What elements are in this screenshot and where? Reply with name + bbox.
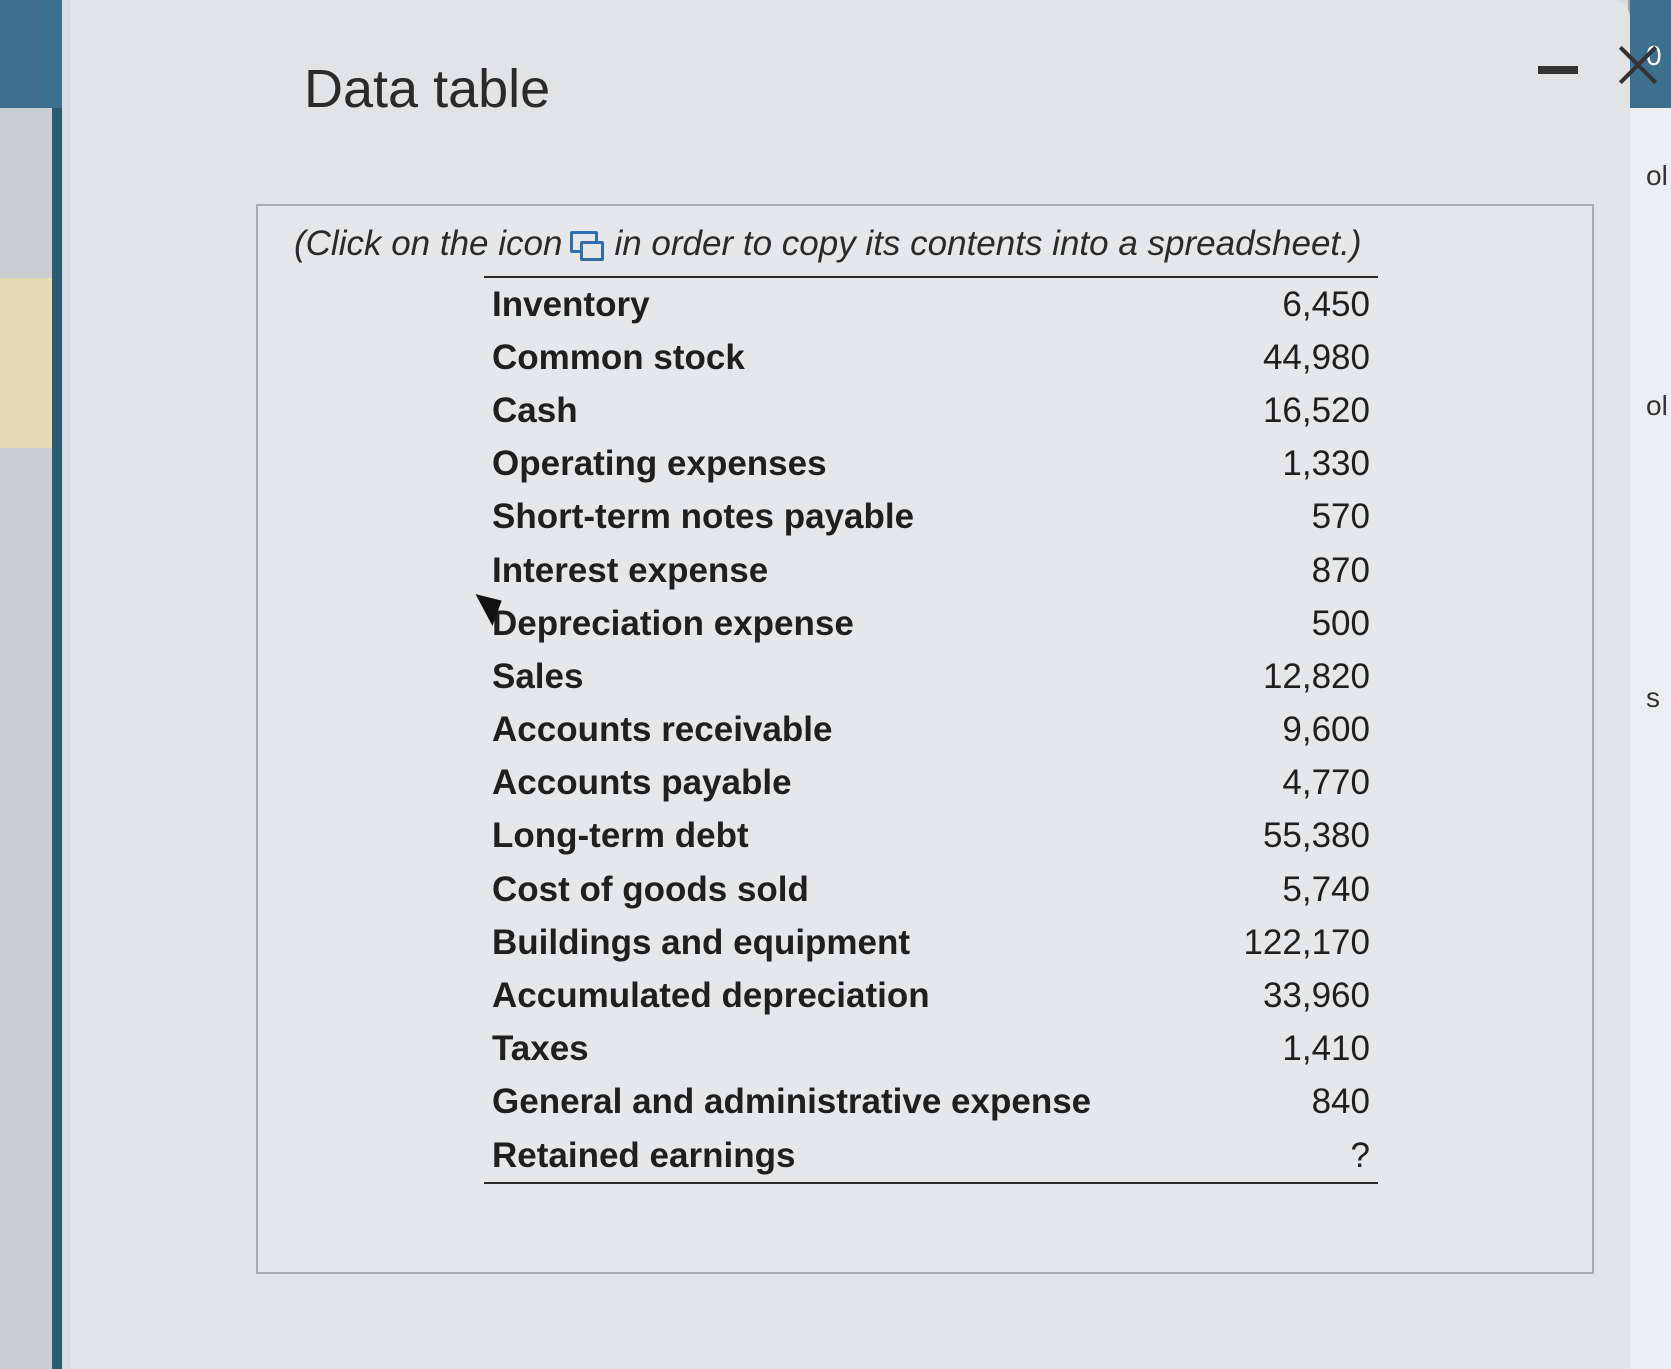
row-value: 840 (1311, 1082, 1370, 1122)
row-value: 5,740 (1282, 869, 1370, 909)
row-label: Short-term notes payable (492, 497, 915, 537)
row-value: 4,770 (1282, 763, 1370, 803)
row-label: General and administrative expense (492, 1082, 1092, 1122)
background-highlight-block (0, 278, 52, 448)
table-row (484, 331, 1378, 384)
copy-instruction (294, 224, 1362, 264)
row-label: Accumulated depreciation (492, 976, 930, 1016)
instruction-prefix: (Click on the icon (294, 224, 563, 263)
row-value: ? (1350, 1135, 1370, 1175)
row-value: 1,330 (1282, 444, 1370, 484)
background-header-bar (0, 0, 62, 108)
background-peek-text: ol (1646, 390, 1668, 421)
table-row (484, 863, 1378, 916)
background-peek-text: 0 (1646, 40, 1662, 71)
table-row (484, 384, 1378, 437)
close-button[interactable] (1616, 42, 1660, 86)
row-value: 1,410 (1282, 1029, 1370, 1069)
minimize-button[interactable] (1538, 54, 1578, 84)
table-row (484, 1129, 1378, 1183)
table-row (484, 810, 1378, 863)
table-row (484, 916, 1378, 969)
minimize-icon (1538, 66, 1578, 74)
copy-to-spreadsheet-icon[interactable] (570, 231, 604, 259)
row-label: Interest expense (492, 550, 769, 590)
background-edge (52, 108, 62, 1369)
table-row (484, 757, 1378, 810)
dialog-title: Data table (304, 59, 551, 119)
table-row (484, 1023, 1378, 1076)
row-label: Sales (492, 656, 584, 696)
row-value: 870 (1311, 550, 1370, 590)
table-row (484, 650, 1378, 703)
row-label: Operating expenses (492, 444, 827, 484)
row-label: Accounts receivable (492, 710, 833, 750)
row-value: 570 (1311, 497, 1370, 537)
row-value: 6,450 (1282, 284, 1370, 324)
instruction-suffix: in order to copy its contents into a spreadsheet.) (614, 224, 1362, 263)
row-value: 16,520 (1262, 390, 1370, 430)
row-label: Cost of goods sold (492, 869, 809, 909)
table-row (484, 969, 1378, 1022)
table-row (484, 544, 1378, 597)
row-label: Retained earnings (492, 1135, 796, 1175)
data-panel (256, 204, 1594, 1274)
background-peek-text: ol (1646, 160, 1668, 191)
row-value: 500 (1311, 603, 1370, 643)
row-label: Cash (492, 390, 578, 430)
data-table-dialog (70, 0, 1630, 1369)
row-label: Inventory (492, 284, 650, 324)
table-row (484, 704, 1378, 757)
table-body (484, 277, 1378, 1183)
row-label: Depreciation expense (492, 603, 854, 643)
row-label: Buildings and equipment (492, 922, 911, 962)
copy-icon-front (580, 241, 604, 261)
row-label: Accounts payable (492, 763, 792, 803)
table-row (484, 438, 1378, 491)
row-value: 55,380 (1262, 816, 1370, 856)
table-row (484, 1076, 1378, 1129)
table-row (484, 597, 1378, 650)
table-row (484, 277, 1378, 331)
row-label: Long-term debt (492, 816, 749, 856)
background-left-panel (0, 0, 62, 1369)
table-row (484, 491, 1378, 544)
row-value: 9,600 (1282, 710, 1370, 750)
background-right-panel (1628, 0, 1671, 1369)
row-label: Taxes (492, 1029, 589, 1069)
row-value: 12,820 (1262, 656, 1370, 696)
row-value: 122,170 (1243, 922, 1370, 962)
background-peek-text: s (1646, 682, 1660, 713)
row-label: Common stock (492, 337, 745, 377)
data-table (484, 276, 1378, 1184)
row-value: 33,960 (1262, 976, 1370, 1016)
row-value: 44,980 (1262, 337, 1370, 377)
